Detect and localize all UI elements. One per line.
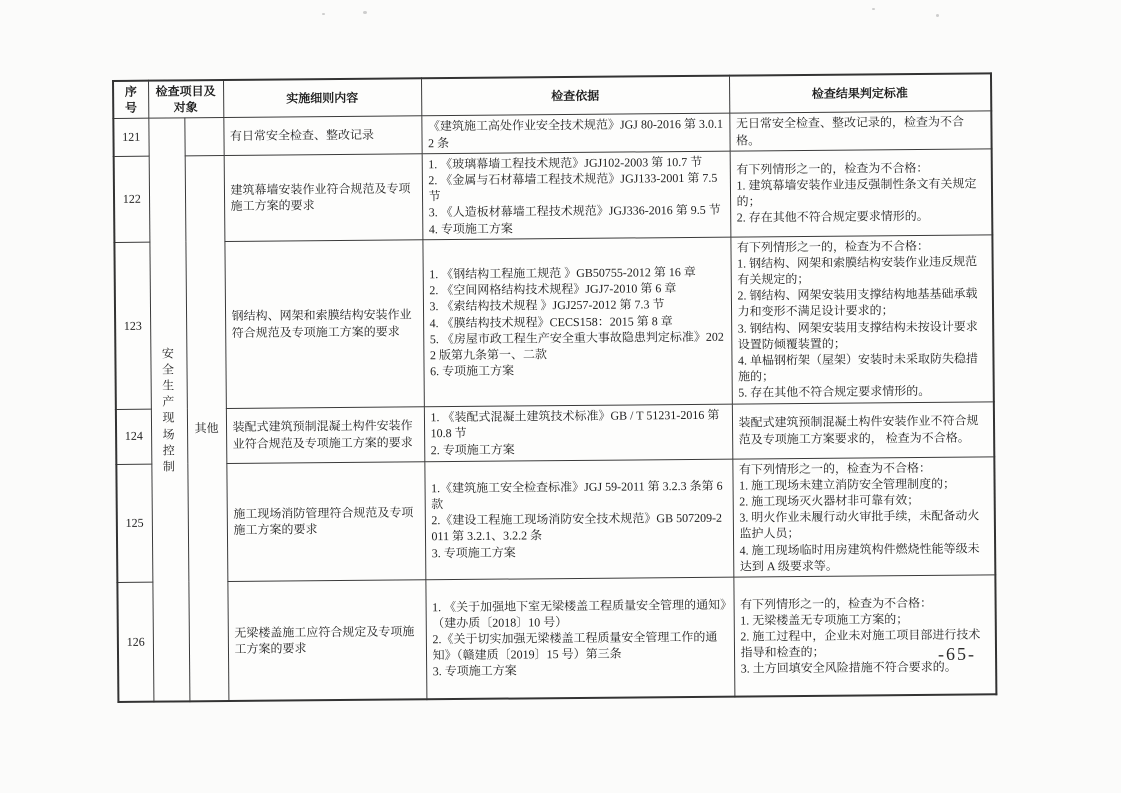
criteria-cell: 有下列情形之一的，检查为不合格： 1. 建筑幕墙安装作业违反强制性条文有关规定的； 2. 存在其他不符合规定要求情形的。 [730,149,993,237]
criteria-cell: 无日常安全检查、整改记录的，检查为不合格。 [729,111,991,151]
basis-cell: 1. 《钢结构工程施工规范 》GB50755-2012 第 16 章 2. 《空间网格结构技术规程》JGJ7-2010 第 6 章 3. 《索结构技术规程 》JGJ257-2012 第 7.3 节 4. 《膜结构技术规程》CECS158：2015 第 8 章 5. 《房屋市政工程生产安全重大事故隐患判定标准》2022 版第九条第一、二款 6. 专项施工方案 [422,237,731,407]
table-row [116,401,994,464]
basis-cell: 1. 《关于加强地下室无梁楼盖工程质量安全管理的通知》（建办质〔2018〕10 号） 2.《关于切实加强无梁楼盖工程质量安全管理工作的通知》（赣建质〔2019〕15 号）第三条 3. 专项施工方案 [425,577,734,700]
content-cell: 施工现场消防管理符合规范及专项施工方案的要求 [226,461,425,581]
content-cell: 有日常安全检查、整改记录 [223,116,421,155]
basis-cell: 1.《建筑施工安全检查标准》JGJ 59-2011 第 3.2.3 条第 6 款 2.《建设工程施工现场消防安全技术规范》GB 507209-2011 第 3.2.1、3.2.2 条 3. 专项施工方案 [424,459,733,580]
subgroup-empty-cell [184,118,223,156]
serial-cell: 122 [114,156,150,242]
basis-cell: 《建筑施工高处作业安全技术规范》JGJ 80-2016 第 3.0.12 条 [421,113,729,153]
serial-cell: 123 [114,242,150,409]
header-content: 实施细则内容 [223,78,421,118]
table-row [114,235,993,410]
basis-cell: 1. 《玻璃幕墙工程技术规范》JGJ102-2003 第 10.7 节 2. 《金属与石材幕墙工程技术规范》JGJ133-2001 第 7.5 节 3. 《人造板材幕墙工程技术规范》JGJ336-2016 第 9.5 节 4. 专项施工方案 [422,151,731,240]
criteria-cell: 有下列情形之一的，检查为不合格： 1. 无梁楼盖无专项施工方案的； 2. 施工过程中，企业未对施工项目部进行技术指导和检查的； 3. 土方回填安全风险措施不符合要求的。 [733,575,996,697]
scan-speck [936,14,939,17]
serial-cell: 121 [113,119,148,157]
criteria-cell: 有下列情形之一的，检查为不合格： 1. 钢结构、网架和索膜结构安装作业违反规范有关规定的； 2. 钢结构、网架安装用支撑结构地基基础承载力和变形不满足设计要求的； 3. 钢结构、网架安装用支撑结构未按设计要求设置防倾覆装置的； 4. 单榀钢桁架（屋架）安装时未采取防失稳措施的； 5. 存在其他不符合规定要求情形的。 [730,235,993,404]
scan-speck [322,13,325,15]
scan-speck [872,8,875,10]
table-row [114,149,993,243]
content-cell: 钢结构、网架和索膜结构安装作业符合规范及专项施工方案的要求 [224,239,423,408]
table-row [116,456,995,582]
content-cell: 建筑幕墙安装作业符合规范及专项施工方案的要求 [224,154,423,242]
page-number: -65- [938,644,976,664]
table-row [117,575,996,703]
serial-cell: 125 [116,464,152,583]
header-basis: 检查依据 [421,76,729,117]
inspection-table [112,72,997,703]
content-cell: 无梁楼盖施工应符合规定及专项施工方案的要求 [227,580,426,702]
basis-cell: 1. 《装配式混凝土建筑技术标准》GB / T 51231-2016 第 10.8 节 2. 专项施工方案 [424,404,732,462]
inspection-table-wrapper [112,72,997,703]
header-criteria: 检查结果判定标准 [729,73,991,113]
header-serial: 序号 [113,81,148,119]
subgroup-label-cell: 其他 [185,155,229,701]
criteria-cell: 装配式建筑预制混凝土构件安装作业不符合规范及专项施工方案要求的， 检查为不合格。 [732,401,994,458]
serial-cell: 124 [116,409,151,464]
group-label-cell: 安全生产现场控制 [148,118,189,702]
criteria-cell: 有下列情形之一的，检查为不合格： 1. 施工现场未建立消防安全管理制度的； 2. 施工现场灭火器材非可靠有效； 3. 明火作业未履行动火审批手续，未配备动火监护人员； 4. 施工现场临时用房建筑构件燃烧性能等级未达到 A 级要求等。 [732,456,995,577]
header-item: 检查项目及对象 [148,80,223,119]
content-cell: 装配式建筑预制混凝土构件安装作业符合规范及专项施工方案的要求 [226,406,424,463]
scan-speck [363,11,367,14]
serial-cell: 126 [117,582,153,702]
